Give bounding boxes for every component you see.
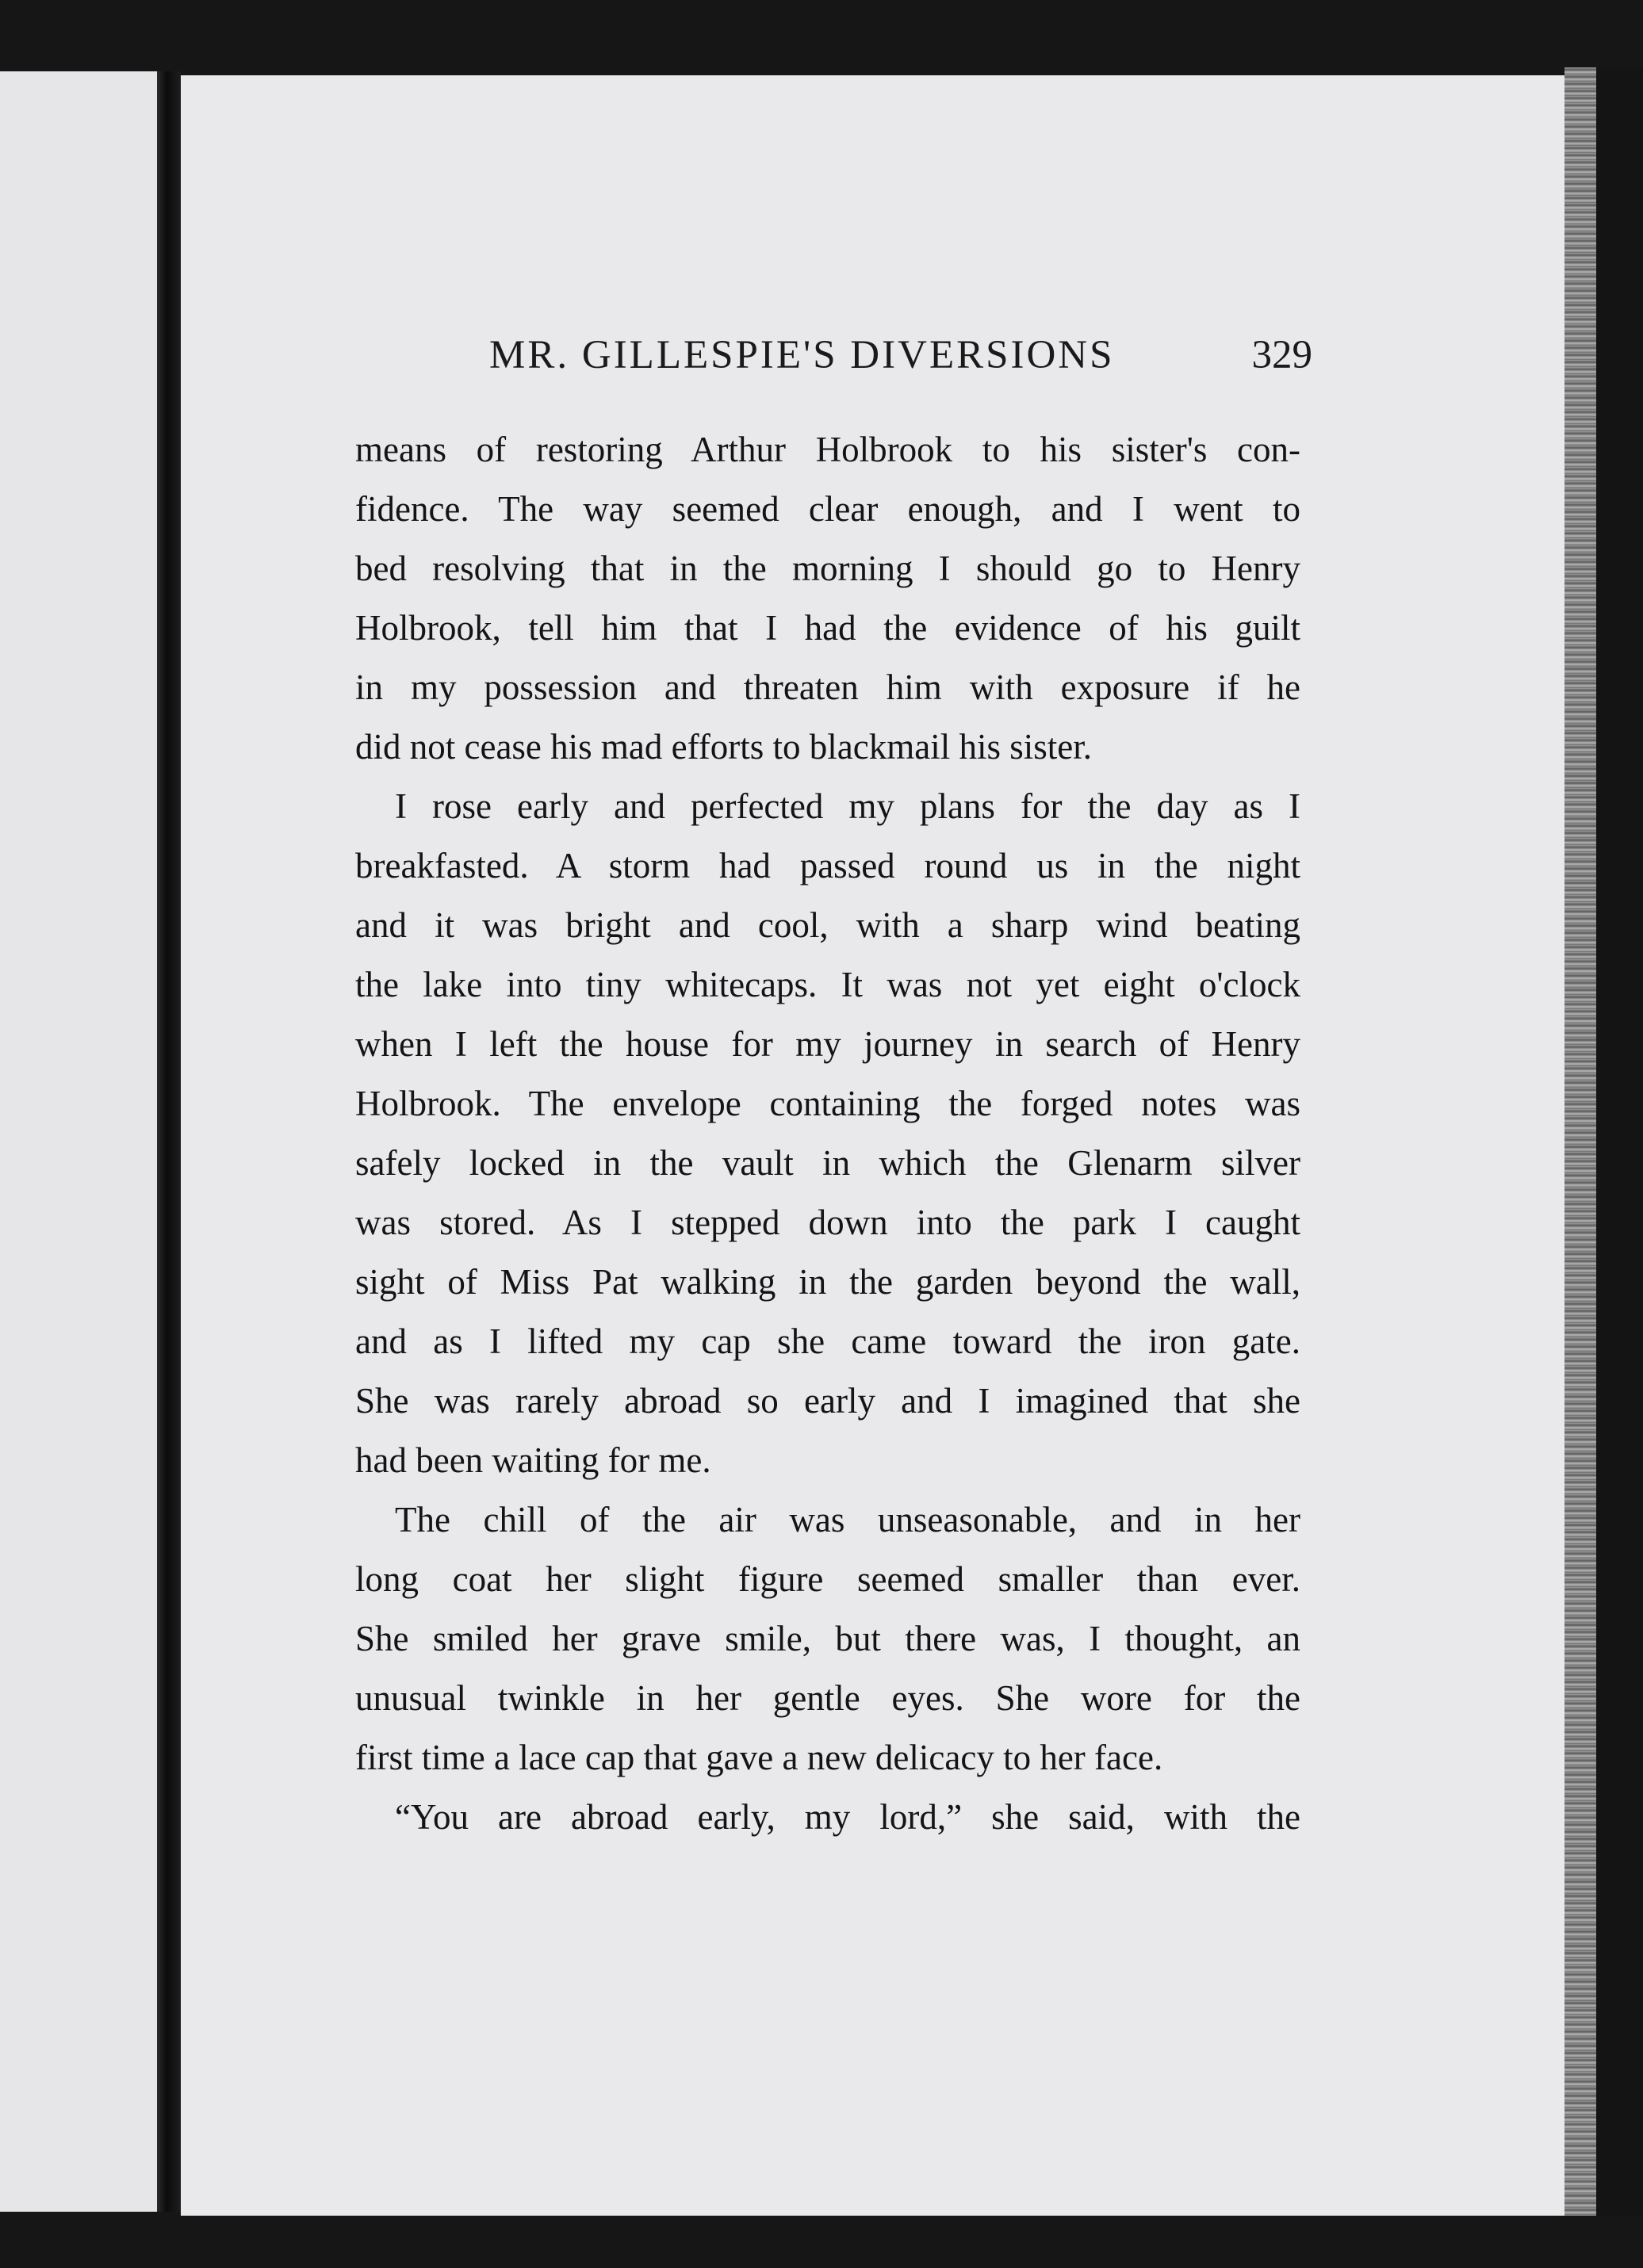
page-fore-edge — [1564, 67, 1596, 2216]
text-line: and as I lifted my cap she came toward the iron gate. — [355, 1321, 1300, 1361]
text-line: She smiled her grave smile, but there was, I thought, an — [355, 1619, 1300, 1658]
book-gutter — [157, 71, 181, 2212]
body-text — [355, 420, 1300, 1847]
text-line: safely locked in the vault in which the Glenarm silver — [355, 1143, 1300, 1183]
scan-border — [1596, 67, 1643, 2216]
text-line: did not cease his mad efforts to blackmail his sister. — [355, 727, 1092, 767]
text-line: means of restoring Arthur Holbrook to his sister's con- — [355, 430, 1300, 469]
text-line: first time a lace cap that gave a new delicacy to her face. — [355, 1738, 1163, 1777]
text-line: I rose early and perfected my plans for the day as I — [395, 786, 1300, 826]
text-line: long coat her slight figure seemed smaller than ever. — [355, 1559, 1300, 1599]
facing-page-edge — [0, 71, 159, 2212]
text-line: unusual twinkle in her gentle eyes. She wore for the — [355, 1678, 1300, 1718]
text-line: “You are abroad early, my lord,” she said, with the — [395, 1797, 1300, 1837]
text-line: Holbrook. The envelope containing the forged notes was — [355, 1084, 1300, 1123]
page-number: 329 — [1251, 333, 1312, 377]
text-line: sight of Miss Pat walking in the garden beyond the wall, — [355, 1262, 1300, 1302]
text-line: breakfasted. A storm had passed round us in the night — [355, 846, 1300, 885]
text-line: was stored. As I stepped down into the park I caught — [355, 1203, 1300, 1242]
text-line: in my possession and threaten him with exposure if he — [355, 667, 1300, 707]
text-line: the lake into tiny whitecaps. It was not yet eight o'clock — [355, 965, 1300, 1004]
running-head-title: MR. GILLESPIE'S DIVERSIONS — [489, 333, 1115, 377]
text-line: Holbrook, tell him that I had the evidence of his guilt — [355, 608, 1300, 648]
text-line: and it was bright and cool, with a sharp wind beating — [355, 905, 1300, 945]
text-line: The chill of the air was unseasonable, and in her — [395, 1500, 1300, 1539]
text-line: when I left the house for my journey in search of Henry — [355, 1024, 1300, 1064]
text-line: had been waiting for me. — [355, 1440, 711, 1480]
text-line: She was rarely abroad so early and I imagined that she — [355, 1381, 1300, 1421]
text-line: bed resolving that in the morning I should go to Henry — [355, 549, 1300, 588]
text-line: fidence. The way seemed clear enough, and I went to — [355, 489, 1300, 529]
